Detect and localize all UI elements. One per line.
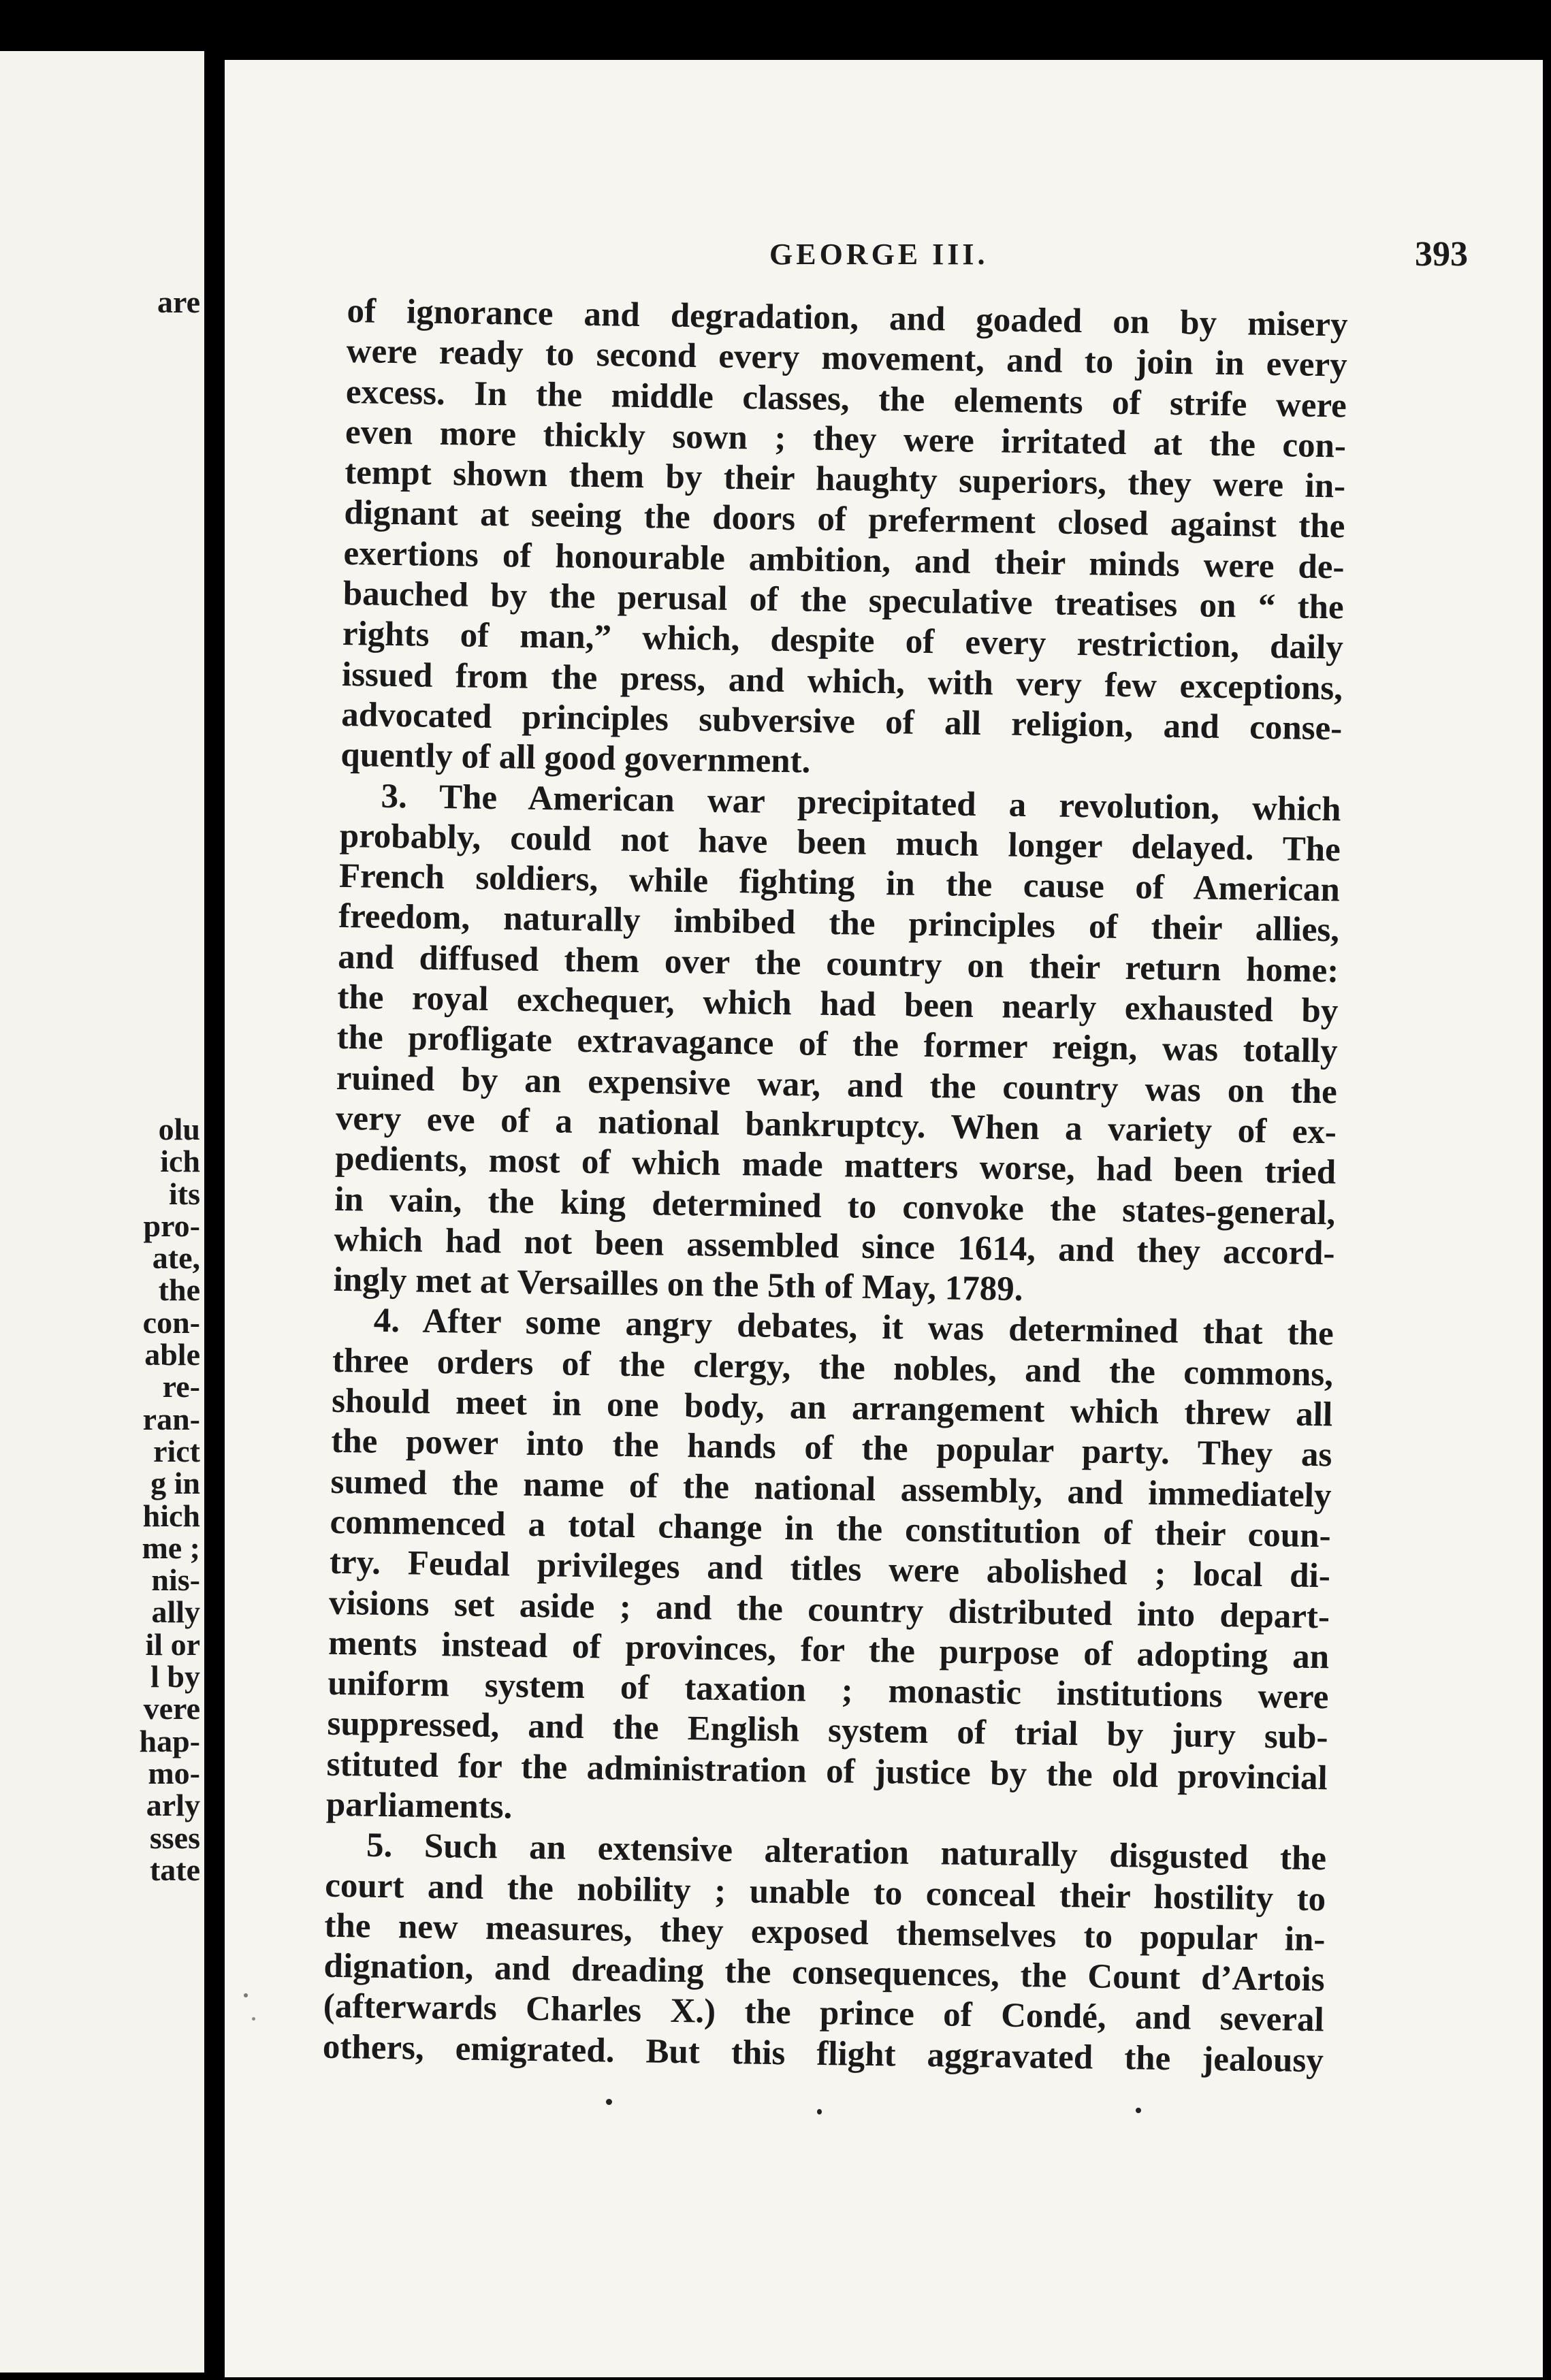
text-line: of ignorance and degradation, and goaded on by misery	[347, 291, 1348, 344]
ink-speck	[1136, 2108, 1141, 2113]
line-fragment: hap-	[139, 1723, 200, 1758]
line-fragment: con-	[142, 1304, 200, 1340]
line-fragment: rict	[153, 1433, 200, 1468]
text-line: sumed the name of the national assembly, and immediately	[330, 1462, 1332, 1515]
text-line: ingly met at Versailles on the 5th of May, 1789.	[333, 1260, 1023, 1309]
left-facing-page	[0, 51, 204, 2373]
line-fragment: sses	[149, 1820, 200, 1855]
text-line: stituted for the administration of justice by the old provincial	[326, 1745, 1328, 1797]
text-line: bauched by the perusal of the speculative treatises on “ the	[342, 575, 1345, 627]
text-line: others, emigrated. But this flight aggravated the jealousy	[322, 2027, 1324, 2080]
text-line: visions set aside ; and the country distributed into depart-	[328, 1583, 1330, 1636]
line-fragment: able	[144, 1337, 200, 1372]
text-line: advocated principles subversive of all religion, and conse-	[340, 695, 1343, 748]
line-fragment: l by	[150, 1659, 200, 1694]
line-fragment: ally	[151, 1594, 200, 1630]
line-fragment: ate,	[152, 1240, 200, 1276]
line-fragment: mo-	[148, 1755, 200, 1790]
left-page-line-fragments	[140, 1113, 200, 1886]
line-fragment: its	[169, 1176, 200, 1211]
text-line: parliaments.	[325, 1785, 513, 1827]
line-fragment: pro-	[143, 1208, 200, 1243]
line-fragment: olu	[158, 1112, 200, 1146]
line-fragment: ran-	[142, 1401, 200, 1436]
text-line: were ready to second every movement, and to join in every	[346, 332, 1348, 385]
text-line: should meet in one body, an arrangement which threw all	[331, 1381, 1333, 1434]
line-fragment: g in	[150, 1466, 200, 1501]
line-fragment: the	[158, 1272, 200, 1308]
text-line: quently of all good government.	[340, 736, 811, 781]
line-fragment: arly	[146, 1788, 200, 1823]
paragraph-5-start: 5. Such an extensive alteration naturally disgusted the	[366, 1826, 1327, 1878]
line-fragment: me ;	[142, 1530, 200, 1565]
line-fragment: vere	[143, 1691, 200, 1726]
text-line: pedients, most of which made matters worse, had been tried	[334, 1140, 1337, 1192]
right-page	[225, 60, 1543, 2377]
ink-speck	[606, 2099, 612, 2105]
text-line: issued from the press, and which, with very few exceptions,	[341, 655, 1343, 708]
text-line: three orders of the clergy, the nobles, and the commons,	[332, 1341, 1334, 1394]
text-line: ruined by an expensive war, and the country was on the	[336, 1059, 1338, 1112]
paragraph-3-start: 3. The American war precipitated a revolution, which	[381, 777, 1341, 829]
line-fragment: tate	[149, 1852, 200, 1887]
text-line: court and the nobility ; unable to conceal their hostility to	[324, 1866, 1326, 1918]
paragraph-4-start: 4. After some angry debates, it was determined that the	[373, 1302, 1334, 1353]
text-line: very eve of a national bankruptcy. When a variety of ex-	[335, 1099, 1337, 1152]
left-page-header-fragment: are	[157, 285, 200, 319]
text-line: French soldiers, while fighting in the cause of American	[338, 857, 1341, 910]
line-fragment: il or	[145, 1626, 200, 1662]
text-line: the royal exchequer, which had been nearly exhausted by	[337, 978, 1339, 1031]
body-text	[323, 291, 1348, 2081]
text-line: (afterwards Charles X.) the prince of Condé, and several	[323, 1987, 1325, 2040]
text-line: dignant at seeing the doors of preferment closed against the	[344, 494, 1345, 546]
text-line: uniform system of taxation ; monastic institutions were	[327, 1664, 1329, 1717]
running-head: GEORGE III.	[769, 238, 989, 271]
text-line: tempt shown them by their haughty superiors, they were in-	[344, 453, 1346, 506]
text-line: the power into the hands of the popular party. They as	[331, 1422, 1332, 1475]
text-line: the profligate extravagance of the former reign, was totally	[336, 1018, 1338, 1071]
text-line: commenced a total change in the constitution of their coun-	[330, 1502, 1332, 1556]
page-header	[225, 237, 1543, 285]
text-line: probably, could not have been much longer delayed. The	[339, 816, 1341, 869]
ink-speck	[252, 2017, 255, 2021]
ink-speck	[244, 1993, 248, 1997]
text-line: in vain, the king determined to convoke the states-general,	[334, 1180, 1336, 1232]
text-line: rights of man,” which, despite of every restriction, daily	[342, 615, 1344, 667]
text-line: suppressed, and the English system of trial by jury sub-	[327, 1705, 1328, 1757]
text-line: ments instead of provinces, for the purpose of adopting an	[327, 1624, 1330, 1677]
line-fragment: nis-	[151, 1562, 200, 1598]
text-line: freedom, naturally imbibed the principles of their allies,	[338, 897, 1340, 950]
text-line: dignation, and dreading the consequences, the Count d’Artois	[323, 1946, 1325, 1999]
page-number: 393	[1415, 235, 1468, 274]
ink-speck	[817, 2109, 822, 2114]
line-fragment: re-	[162, 1369, 200, 1404]
text-line: try. Feudal privileges and titles were abolished ; local di-	[329, 1543, 1331, 1596]
line-fragment: ich	[160, 1144, 200, 1179]
line-fragment: hich	[142, 1498, 200, 1533]
text-line: and diffused them over the country on their return home:	[337, 937, 1339, 991]
text-line: even more thickly sown ; they were irritated at the con-	[345, 413, 1347, 466]
text-line: excess. In the middle classes, the elements of strife were	[345, 372, 1347, 425]
text-line: the new measures, they exposed themselves to popular in-	[324, 1906, 1326, 1959]
text-line: which had not been assembled since 1614, and they accord-	[334, 1220, 1335, 1273]
text-line: exertions of honourable ambition, and their minds were de-	[343, 534, 1345, 587]
